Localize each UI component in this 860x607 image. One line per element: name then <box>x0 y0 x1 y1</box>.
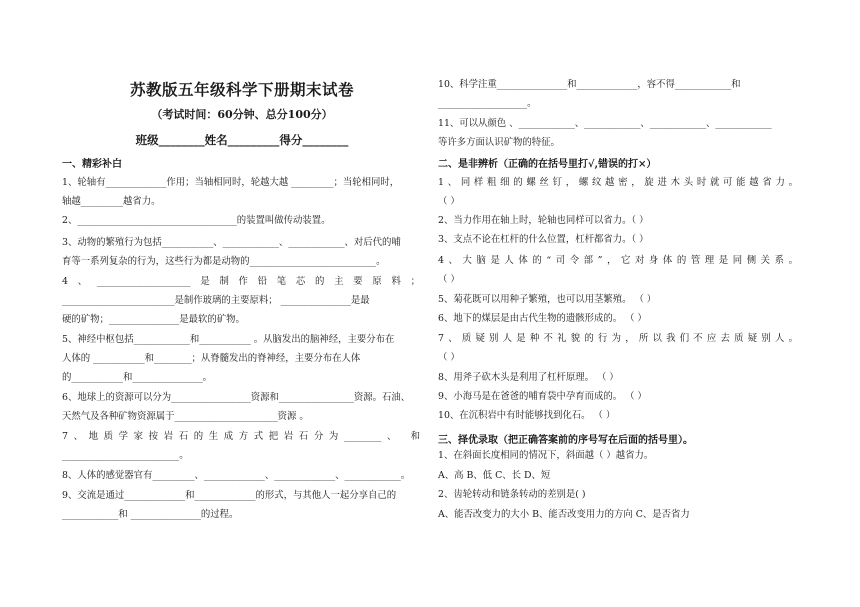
list-item: 7、质疑别人是种不礼貌的行为，所以我们不应去质疑别人。 <box>438 333 798 344</box>
exam-subtitle: （考试时间：60分钟、总分100分） <box>151 108 333 121</box>
list-item: 6、地球上的资源可以分为_________________资源和________________资源。石油、 <box>62 392 411 403</box>
list-item: ________________________是制作玻璃的主要原料； _______________是最 <box>62 295 370 306</box>
list-item: 2、当力作用在轴上时，轮轴也同样可以省力。（ ） <box>438 215 649 226</box>
class-name-score-line: 班级________姓名_________得分________ <box>135 133 349 147</box>
exam-title: 苏教版五年级科学下册期末试卷 <box>129 80 354 99</box>
list-item: 7、地质学家按岩石的生成方式把岩石分为________、 和 <box>62 431 420 442</box>
list-item: 4、____________________是制作铅笔芯的主要原料； <box>62 276 420 287</box>
list-item: 育等一系列复杂的行为，这些行为都是动物的___________________________。 <box>62 256 386 267</box>
list-item: 硬的矿物；_______________是最软的矿物。 <box>62 314 245 325</box>
list-item: （ ） <box>438 196 460 207</box>
list-item: 人体的 ___________和________；从脊髓发出的脊神经，主要分布在人体 <box>62 353 361 364</box>
list-item: 4、大脑是人体的“司令部”，它对身体的管理是同侧关系。 <box>438 255 798 266</box>
list-item: （ ） <box>438 274 460 285</box>
list-item: 5、神经中枢包括____________和___________ 。从脑发出的脑神经，主要分布在 <box>62 334 395 345</box>
list-item: 1、轮轴有_____________作用；当轴相同时，轮越大越 _________；当轮相同时， <box>62 177 400 188</box>
list-item: 9、小海马是在爸爸的哺育袋中孕育而成的。 （ ） <box>438 391 647 402</box>
list-item: （ ） <box>438 352 460 363</box>
list-item: 3、支点不论在杠杆的什么位置，杠杆都省力。（ ） <box>438 234 649 245</box>
list-item: 8、用斧子砍木头是利用了杠杆原理。 （ ） <box>438 372 619 383</box>
list-item: 1、在斜面长度相同的情况下，斜面越（ ）越省力。 <box>438 450 654 461</box>
list-item: 10、科学注重_______________和_____________，容不得____________和 <box>438 79 741 90</box>
list-item: 2、齿轮转动和链条转动的差别是( ) <box>438 489 586 500</box>
list-item: 8、人体的感觉器官有_________、_____________、_____________、____________。 <box>62 470 411 481</box>
list-item: 6、地下的煤层是由古代生物的遗骸形成的。 （ ） <box>438 313 647 324</box>
list-item: 9、交流是通过_____________和_____________的形式，与其他人一起分享自己的 <box>62 490 397 501</box>
list-item: 3、动物的繁殖行为包括___________、____________、____________、对后代的哺 <box>62 237 401 248</box>
list-item: ___________________。 <box>438 98 537 109</box>
list-item: _________________________。 <box>62 450 189 461</box>
list-item: 11、可以从颜色 、____________、____________、____________、____________ <box>438 118 772 129</box>
list-item: 2、__________________________________的装置叫做传动装置。 <box>62 215 331 226</box>
list-item: 的___________和_______________。 <box>62 372 213 383</box>
section1-title: 一、精彩补白 <box>62 159 122 170</box>
section3-title: 三、择优录取（把正确答案前的序号写在后面的括号里）。 <box>438 435 693 446</box>
list-item: 1、同样粗细的螺丝钉，螺纹越密，旋进木头时就可能越省力。 <box>438 177 798 188</box>
list-item: 5、菊花既可以用种子繁殖，也可以用茎繁殖。 （ ） <box>438 294 657 305</box>
list-item: ____________和 _______________的过程。 <box>62 509 239 520</box>
list-item: 10、在沉积岩中有时能够找到化石。 （ ） <box>438 410 616 421</box>
section2-title: 二、是非辨析（正确的在括号里打√,错误的打×） <box>438 159 657 170</box>
list-item: 等许多方面认识矿物的特征。 <box>438 137 560 148</box>
list-item: 天然气及各种矿物资源属于______________________资源 。 <box>62 411 309 422</box>
list-item: A、能否改变力的大小 B、能否改变用力的方向 C、是否省力 <box>438 509 690 520</box>
list-item: 轴越_________越省力。 <box>62 196 161 207</box>
list-item: A、高 B、低 C、长 D、短 <box>438 470 551 481</box>
